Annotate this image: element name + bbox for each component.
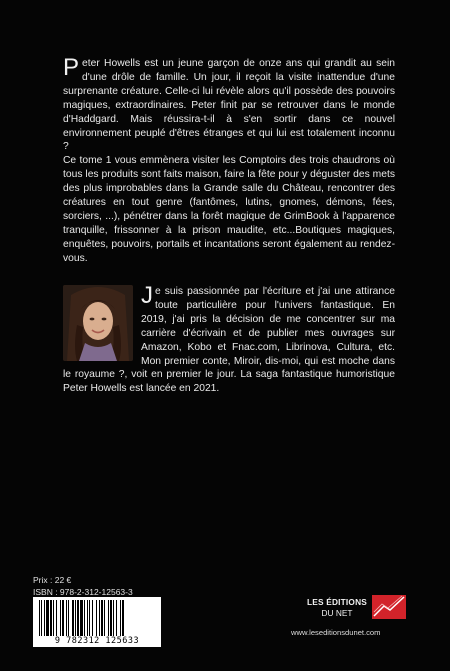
price-isbn-block [33,574,133,598]
author-bio-text: Je suis passionnée par l'écriture et j'ai une attirance toute particulière pour l'univers fantastique. En 2019, j'ai pris la décision de me concentrer sur ma carrière d'écrivain et de publier mes ouvrages sur Amazon, Kobo et Fnac.com, Librinova, Cultura, etc. Mon premier conte, Miroir, dis-moi, qui est moche dans le royaume ?, voit en premier le jour. La saga fantastique humoristique Peter Howells est lancée en 2021. [63,282,395,395]
barcode [33,597,161,647]
author-bio-section [63,282,395,396]
barcode-digits: 9 782312 125633 [54,636,140,646]
author-photo [63,285,133,361]
synopsis [63,54,395,266]
publisher-name-line-2: DU NET [321,608,353,618]
synopsis-paragraph-1: Peter Howells est un jeune garçon de onze ans qui grandit au sein d'une drôle de famille. Un jour, il reçoit la visite inattendue d'une surprenante créature. Celle-ci lui révèle alors qu'il possède des pouvoirs magiques, extraordinaires. Peter finit par se retrouver dans le monde d'Haddgard. Mais réussira-t-il à s'en sortir dans ce nouvel environnement peuplé d'êtres étranges et qui lui est totalement inconnu ? [63,54,395,153]
publisher-url: www.leseditionsdunet.com [291,628,381,637]
publisher-name-line-1: LES ÉDITIONS [306,597,368,607]
synopsis-paragraph-2: Ce tome 1 vous emmènera visiter les Comptoirs des trois chaudrons où tous les produits sont faits maison, faire la fête pour y déguster des mets des plus improbables dans la Grande salle du Château, rencontrer des créatures en tout genre (fantômes, lutins, gnomes, démons, fées, sorciers, ...), pénétrer dans la forêt magique de GrimBook à l'apparence tranquille, frissonner à la prison maudite, etc...Boutiques magiques, enquêtes, pouvoirs, portails et incantations seront également au rendez-vous. [63,155,395,264]
price-label: Prix : 22 € [33,575,72,585]
publisher-logo [302,590,418,626]
isbn-label: ISBN : 978-2-312-12563-3 [33,587,133,597]
publisher-mark-icon [370,592,410,622]
author-portrait-image [63,285,133,361]
